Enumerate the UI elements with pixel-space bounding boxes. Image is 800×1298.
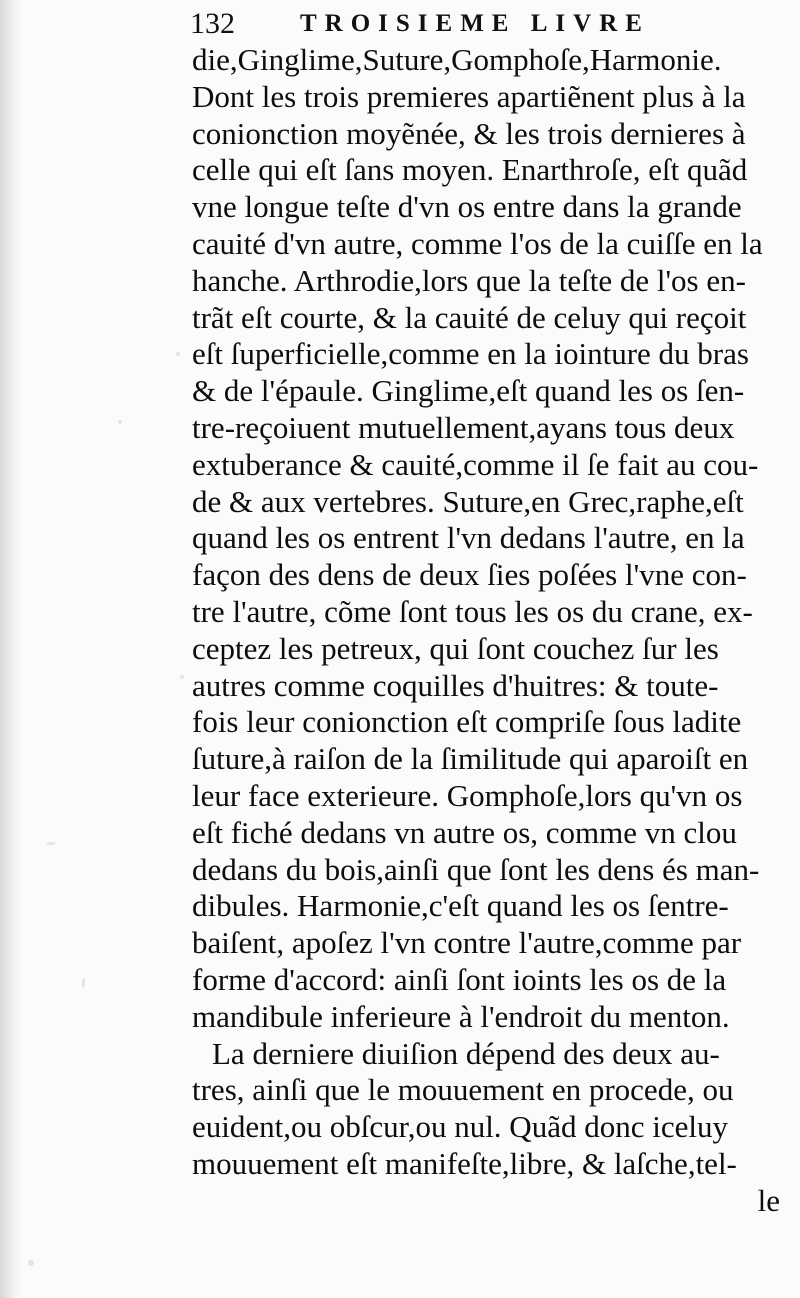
text-line: de & aux vertebres. Suture,en Grec,raphe,eſt (192, 483, 744, 519)
text-line: quand les os entrent l'vn dedans l'autre, en la (192, 520, 745, 556)
text-line: eſt fiché dedans vn autre os, comme vn clou (192, 814, 737, 850)
text-line: fois leur conionction eſt compriſe ſous ladite (192, 704, 742, 740)
text-line: vne longue teſte d'vn os entre dans la grande (192, 189, 742, 225)
margin-speck (46, 842, 56, 845)
gutter-shadow (0, 0, 22, 1298)
text-line: mandibule inferieure à l'endroit du menton. (192, 998, 730, 1034)
body-text (192, 42, 788, 1220)
text-line: mouuement eſt manifeſte,libre, & laſche,tel- (192, 1145, 737, 1181)
text-line: die,Ginglime,Suture,Gomphoſe,Harmonie. (192, 42, 722, 77)
text-line: extuberance & cauité,comme il ſe fait au cou- (192, 446, 759, 482)
running-head-title: TROISIEME LIVRE (300, 10, 650, 37)
running-head (190, 4, 770, 44)
paragraph-start-line: La derniere diuiſion dépend des deux au- (212, 1035, 720, 1071)
catchword: le (757, 1182, 780, 1218)
margin-speck (176, 352, 180, 356)
text-line: trãt eſt courte, & la cauité de celuy qui reçoit (192, 299, 747, 335)
text-line: tre-reçoiuent mutuellement,ayans tous deux (192, 409, 735, 445)
text-line: tres, ainſi que le mouuement en procede, ou (192, 1072, 734, 1108)
text-line: baiſent, apoſez l'vn contre l'autre,comme par (192, 925, 742, 961)
text-line: forme d'accord: ainſi ſont ioints les os de la (192, 961, 727, 997)
text-line: hanche. Arthrodie,lors que la teſte de l'os en- (192, 262, 746, 298)
page-number: 132 (190, 7, 235, 40)
text-line: façon des dens de deux ſies poſées l'vne con- (192, 557, 747, 593)
text-line: autres comme coquilles d'huitres: & toute- (192, 667, 719, 703)
text-line: celle qui eſt ſans moyen. Enarthroſe, eſt quãd (192, 152, 748, 188)
text-line: euident,ou obſcur,ou nul. Quãd donc iceluy (192, 1109, 728, 1145)
margin-speck (82, 978, 85, 988)
text-line: Dont les trois premieres apartiẽnent plus à la (192, 78, 746, 114)
text-line: eſt ſuperficielle,comme en la iointure du bras (192, 336, 749, 372)
text-line: tre l'autre, cõme ſont tous les os du crane, ex- (192, 593, 753, 629)
margin-speck (28, 1260, 34, 1266)
margin-speck (180, 675, 184, 679)
text-line: dibules. Harmonie,c'eſt quand les os ſentre- (192, 888, 729, 924)
margin-speck (118, 420, 122, 424)
text-line: ceptez les petreux, qui ſont couchez ſur les (192, 630, 719, 666)
text-line: leur face exterieure. Gomphoſe,lors qu'vn os (192, 777, 743, 813)
text-line: & de l'épaule. Ginglime,eſt quand les os ſen- (192, 373, 745, 409)
text-line: dedans du bois,ainſi que ſont les dens és man- (192, 851, 760, 887)
text-line: cauité d'vn autre, comme l'os de la cuiſſe en la (192, 225, 763, 261)
text-line: ſuture,à raiſon de la ſimilitude qui aparoiſt en (192, 741, 749, 777)
text-line: conionction moyẽnée, & les trois dernieres à (192, 115, 746, 151)
